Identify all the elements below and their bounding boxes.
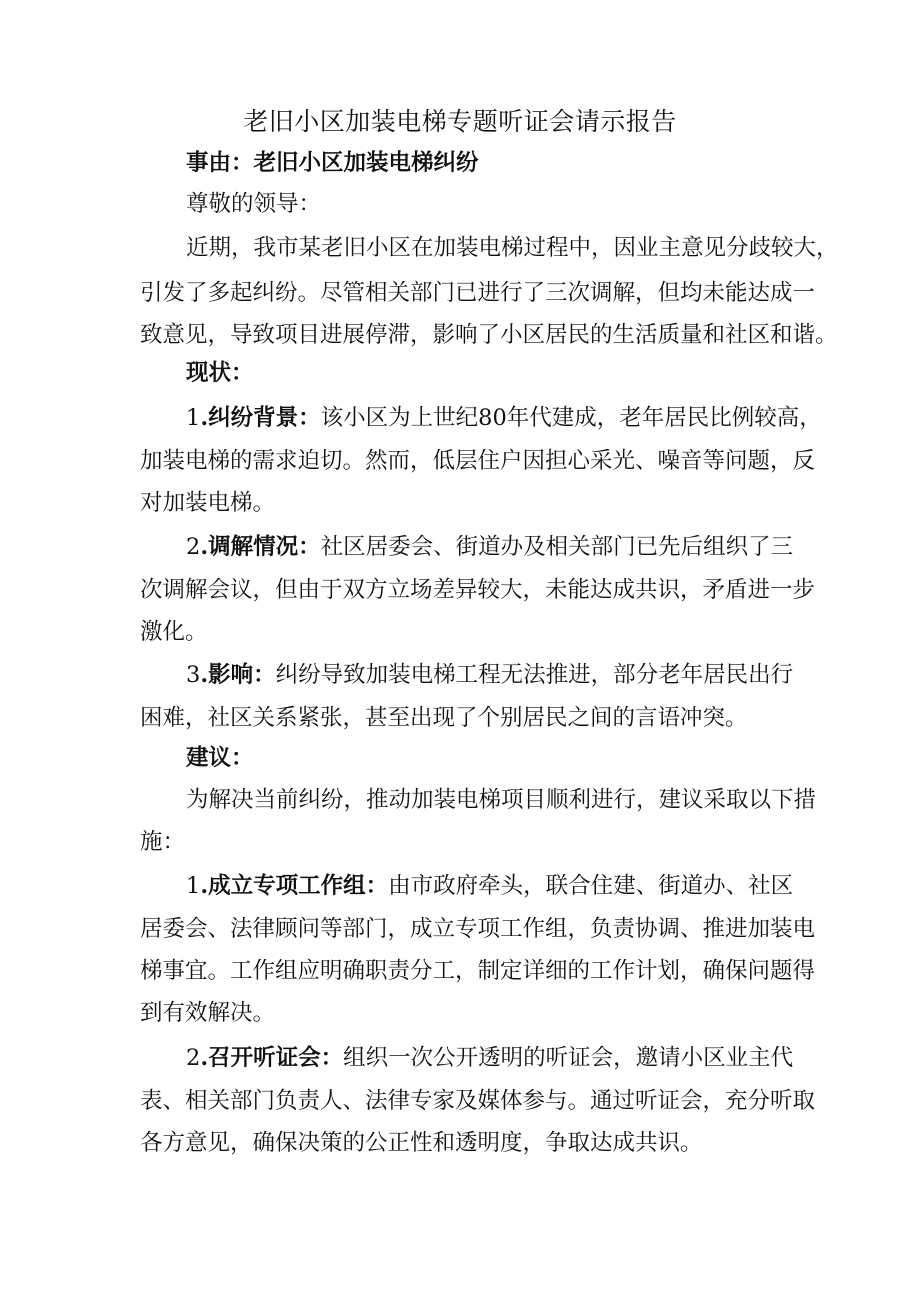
item-label: .成立专项工作组：	[200, 873, 389, 899]
item-number: 3	[186, 662, 201, 688]
status-item-line: 困难，社区关系紧张，甚至出现了个别居民之间的言语冲突。	[140, 705, 748, 731]
suggestion-item-line: 梯事宜。工作组应明确职责分工，制定详细的工作计划，确保问题得	[140, 958, 816, 984]
suggestion-item-line: 居委会、法律顾问等部门，成立专项工作组，负责协调、推进加装电	[140, 916, 816, 942]
item-text: 纠纷导致加装电梯工程无法推进，部分老年居民出行	[275, 662, 794, 688]
suggestion-item-line: 各方意见，确保决策的公正性和透明度，争取达成共识。	[140, 1130, 703, 1156]
item-text: 社区居委会、街道办及相关部门已先后组织了三	[320, 534, 794, 560]
subject-text: 老旧小区加装电梯纠纷	[253, 150, 479, 176]
suggestion-item-1	[186, 866, 793, 906]
suggestion-intro-line: 施：	[140, 829, 186, 855]
suggestion-item-line: 到有效解决。	[140, 1000, 276, 1026]
status-heading: 现状：	[186, 360, 254, 386]
status-item-line: 次调解会议，但由于双方立场差异较大，未能达成共识，矛盾进一步	[140, 577, 816, 603]
status-item-line: 对加装电梯。	[140, 490, 276, 516]
status-item-1	[186, 398, 822, 438]
document-title: 老旧小区加装电梯专题听证会请示报告	[243, 107, 677, 136]
item-text: 该小区为上世纪80年代建成，老年居民比例较高，	[320, 405, 822, 431]
suggestion-item-2	[186, 1038, 793, 1078]
status-item-line: 加装电梯的需求迫切。然而，低层住户因担心采光、噪音等问题，反	[140, 448, 816, 474]
status-item-3	[186, 655, 793, 695]
suggestion-item-line: 表、相关部门负责人、法律专家及媒体参与。通过听证会，充分听取	[140, 1088, 816, 1114]
intro-line: 引发了多起纠纷。尽管相关部门已进行了三次调解，但均未能达成一	[140, 280, 816, 306]
salutation: 尊敬的领导：	[186, 191, 322, 217]
intro-line: 近期，我市某老旧小区在加装电梯过程中，因业主意见分歧较大，	[186, 235, 839, 261]
item-number: 1	[186, 405, 201, 431]
subject-line	[186, 143, 479, 183]
item-text: 由市政府牵头，联合住建、街道办、社区	[388, 873, 794, 899]
item-number: 2	[186, 534, 201, 560]
item-label: .召开听证会：	[200, 1045, 344, 1071]
intro-line: 致意见，导致项目进展停滞，影响了小区居民的生活质量和社区和谐。	[140, 322, 838, 348]
subject-label: 事由：	[186, 150, 254, 176]
item-number: 2	[186, 1045, 201, 1071]
suggestion-heading: 建议：	[186, 745, 254, 771]
item-label: .影响：	[200, 662, 276, 688]
status-item-2	[186, 527, 793, 567]
status-item-line: 激化。	[140, 619, 208, 645]
item-text: 组织一次公开透明的听证会，邀请小区业主代	[343, 1045, 794, 1071]
item-label: .调解情况：	[200, 534, 321, 560]
item-label: .纠纷背景：	[200, 405, 321, 431]
suggestion-intro-line: 为解决当前纠纷，推动加装电梯项目顺利进行，建议采取以下措	[186, 787, 817, 813]
item-number: 1	[186, 873, 201, 899]
